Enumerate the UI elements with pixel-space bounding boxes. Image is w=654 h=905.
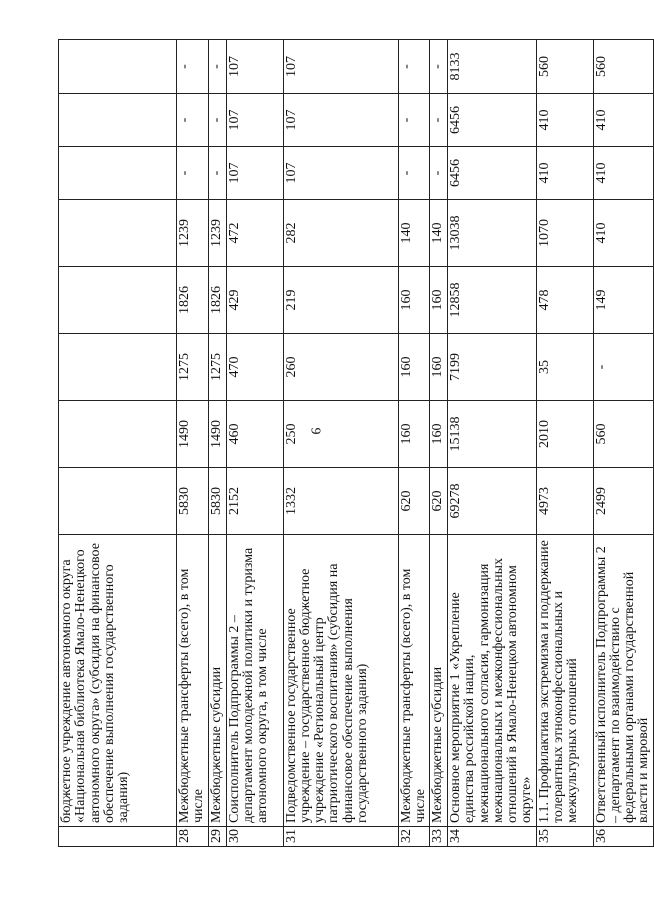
value-cell: 1826 xyxy=(208,267,226,334)
table-body xyxy=(59,40,654,847)
value-cell: 260 xyxy=(283,334,398,401)
value-cell: 140 xyxy=(398,200,430,267)
value-cell: 620 xyxy=(430,468,448,535)
value-cell: 282 xyxy=(283,200,398,267)
row-number-cell: 30 xyxy=(226,827,283,847)
value-cell xyxy=(59,147,177,200)
value-cell: 69278 xyxy=(448,468,537,535)
value-cell: 1239 xyxy=(177,200,209,267)
value-cell: 250 xyxy=(283,401,398,468)
value-cell: 12858 xyxy=(448,267,537,334)
value-cell: 160 xyxy=(398,267,430,334)
value-cell: 160 xyxy=(430,401,448,468)
value-cell xyxy=(59,200,177,267)
value-cell: 410 xyxy=(593,200,653,267)
row-name-cell: Межбюджетные трансферты (всего), в том числе xyxy=(398,535,430,827)
value-cell: 13038 xyxy=(448,200,537,267)
value-cell: - xyxy=(208,147,226,200)
value-cell: 160 xyxy=(398,401,430,468)
value-cell xyxy=(59,334,177,401)
value-cell xyxy=(59,401,177,468)
table-row xyxy=(226,40,283,847)
table-row xyxy=(448,40,537,847)
value-cell: 160 xyxy=(398,334,430,401)
value-cell: 1490 xyxy=(177,401,209,468)
value-cell: 8133 xyxy=(448,40,537,94)
value-cell: 7199 xyxy=(448,334,537,401)
value-cell: - xyxy=(208,40,226,94)
value-cell: 472 xyxy=(226,200,283,267)
value-cell: 6456 xyxy=(448,147,537,200)
value-cell: 1826 xyxy=(177,267,209,334)
row-number-cell: 29 xyxy=(208,827,226,847)
row-number-cell xyxy=(59,827,177,847)
value-cell: 2010 xyxy=(536,401,593,468)
row-number-cell: 33 xyxy=(430,827,448,847)
row-number-cell: 28 xyxy=(177,827,209,847)
value-cell: 410 xyxy=(593,94,653,147)
value-cell: - xyxy=(398,147,430,200)
value-cell: - xyxy=(430,40,448,94)
value-cell: - xyxy=(398,40,430,94)
value-cell: 1070 xyxy=(536,200,593,267)
value-cell: 107 xyxy=(226,40,283,94)
row-name-cell: бюджетное учреждение автономного округа «Национальная библиотека Ямало-Ненецкого автономного округа» (субсидия на финансовое обеспечение выполнения государственного задания) xyxy=(59,535,177,827)
value-cell: 35 xyxy=(536,334,593,401)
value-cell: 160 xyxy=(430,267,448,334)
row-name-cell: Межбюджетные субсидии xyxy=(208,535,226,827)
value-cell: 410 xyxy=(536,147,593,200)
row-name-cell: 1.1. Профилактика экстремизма и поддержание толерантных этноконфессиональных и межкультурных отношений xyxy=(536,535,593,827)
table-row xyxy=(208,40,226,847)
value-cell: 6456 xyxy=(448,94,537,147)
value-cell: 107 xyxy=(226,94,283,147)
row-name-cell: Межбюджетные трансферты (всего), в том числе xyxy=(177,535,209,827)
row-number-cell: 31 xyxy=(283,827,398,847)
table-row xyxy=(283,40,398,847)
value-cell: 15138 xyxy=(448,401,537,468)
value-cell: - xyxy=(593,334,653,401)
value-cell: - xyxy=(430,147,448,200)
value-cell xyxy=(59,94,177,147)
value-cell: 410 xyxy=(536,94,593,147)
table-row xyxy=(593,40,653,847)
value-cell: 107 xyxy=(283,94,398,147)
row-name-cell: Соисполнитель Подпрограммы 2 – департамент молодежной политики и туризма автономного округа, в том числе xyxy=(226,535,283,827)
table-row xyxy=(177,40,209,847)
page-number: 9 xyxy=(307,427,323,435)
value-cell: 460 xyxy=(226,401,283,468)
value-cell: 4973 xyxy=(536,468,593,535)
value-cell: 107 xyxy=(283,40,398,94)
value-cell: 429 xyxy=(226,267,283,334)
value-cell: - xyxy=(177,40,209,94)
table-row xyxy=(536,40,593,847)
value-cell: 107 xyxy=(283,147,398,200)
value-cell xyxy=(59,267,177,334)
value-cell: 2152 xyxy=(226,468,283,535)
value-cell: 160 xyxy=(430,334,448,401)
value-cell: - xyxy=(177,147,209,200)
row-number-cell: 36 xyxy=(593,827,653,847)
row-name-cell: Основное мероприятие 1 «Укрепление единства российской нации, межнационального согласия, гармонизация межнациональных и межконфессиональных отношений в Ямало-Ненецком автономном округе» xyxy=(448,535,537,827)
value-cell: 560 xyxy=(593,40,653,94)
value-cell: - xyxy=(177,94,209,147)
value-cell: 560 xyxy=(536,40,593,94)
row-number-cell: 34 xyxy=(448,827,537,847)
value-cell: 2499 xyxy=(593,468,653,535)
row-name-cell: Подведомственное государственное учреждение – государственное бюджетное учреждение «Региональный центр патриотического воспитания» (субсидия на финансовое обеспечение выполнения государственного задания) xyxy=(283,535,398,827)
rotated-page-content xyxy=(58,40,652,847)
value-cell: 219 xyxy=(283,267,398,334)
value-cell: - xyxy=(398,94,430,147)
value-cell: - xyxy=(208,94,226,147)
row-number-cell: 32 xyxy=(398,827,430,847)
value-cell: 1275 xyxy=(208,334,226,401)
value-cell: 478 xyxy=(536,267,593,334)
value-cell: - xyxy=(430,94,448,147)
value-cell: 149 xyxy=(593,267,653,334)
value-cell: 620 xyxy=(398,468,430,535)
value-cell: 560 xyxy=(593,401,653,468)
value-cell: 140 xyxy=(430,200,448,267)
row-name-cell: Ответственный исполнитель Подпрограммы 2 – департамент по взаимодействию с федеральными органами государственной власти и мировой xyxy=(593,535,653,827)
value-cell: 1490 xyxy=(208,401,226,468)
value-cell: 470 xyxy=(226,334,283,401)
value-cell: 1332 xyxy=(283,468,398,535)
row-number-cell: 35 xyxy=(536,827,593,847)
value-cell: 5830 xyxy=(177,468,209,535)
value-cell: 5830 xyxy=(208,468,226,535)
value-cell: 1275 xyxy=(177,334,209,401)
table-row xyxy=(59,40,177,847)
row-name-cell: Межбюджетные субсидии xyxy=(430,535,448,827)
table-row xyxy=(430,40,448,847)
value-cell xyxy=(59,468,177,535)
table-row xyxy=(398,40,430,847)
budget-table xyxy=(58,39,654,847)
value-cell: 410 xyxy=(593,147,653,200)
value-cell xyxy=(59,40,177,94)
value-cell: 107 xyxy=(226,147,283,200)
value-cell: 1239 xyxy=(208,200,226,267)
